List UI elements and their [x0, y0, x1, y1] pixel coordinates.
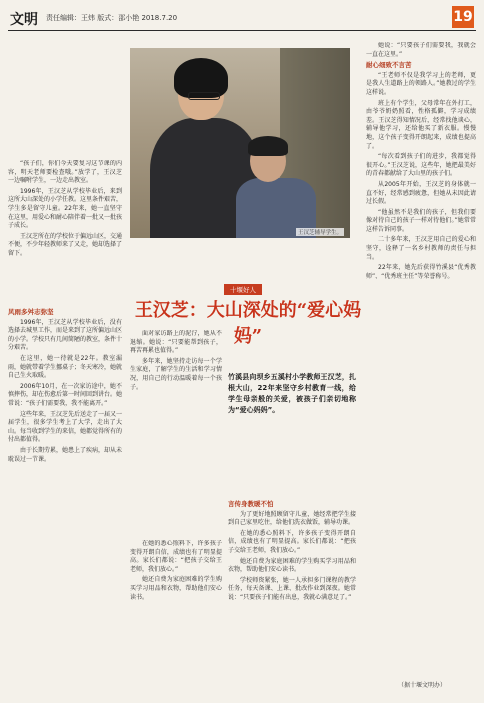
subheading: 风雨多舛志弥坚: [8, 308, 54, 316]
paragraph: 在这里，她一待就是22年。教室漏雨，她就带着学生挪桌子；冬天寒冷，她就自己生火取暖。: [8, 354, 122, 380]
summary-box: 竹溪县向坝乡五溪村小学教师王汉芝，扎根大山，22年来坚守乡村教育一线，给学生母亲般的关爱，被孩子们亲切地称为“爱心妈妈”。: [228, 373, 356, 414]
paragraph: “每次看到孩子们的进步，我都觉得很开心。”王汉芝说，这些年，她把最美好的青春都献给了大山里的孩子们。: [366, 153, 476, 178]
glasses-icon: [188, 92, 220, 100]
paragraph: 王汉芝所在的学校位于偏远山区，交通不便，不少年轻教师来了又走，她却选择了留下。: [8, 232, 122, 257]
masthead-meta: 责任编辑：王炜 版式：邵小艳 2018.7.20: [46, 14, 178, 22]
paragraph: 22年来，她先后获得竹溪县“优秀教师”、“优秀班主任”等荣誉称号。: [366, 264, 476, 280]
paragraph: 由于长期劳累，她患上了疾病，却从未耽误过一节课。: [8, 446, 122, 463]
paragraph: “他虽然不是我们的孩子，但我们要像对待自己的孩子一样对待他们。”她常常这样告诉同事。: [366, 208, 476, 233]
paragraph: 二十多年来，王汉芝用自己的爱心和坚守，诠释了一名乡村教师的责任与担当。: [366, 236, 476, 261]
paragraph: 1996年，王汉芝从学校毕业后，来到这所大山深处的小学任教。这里条件艰苦，学生多是留守儿童。22年来，她一直坚守在这里，用爱心和耐心陪伴着一批又一批孩子成长。: [8, 187, 122, 230]
photo-caption: 王汉芝辅导学生。: [298, 230, 343, 236]
paragraph: 2006年10月，在一次家访途中，她不慎摔伤，却在伤愈后第一时间回到讲台。她常说：“孩子们需要我，我不能离开。”: [8, 382, 122, 407]
column-tag: 十堰好人: [224, 284, 262, 295]
paragraph: 这些年来，王汉芝先后送走了一届又一届学生，很多学生考上了大学，走出了大山。每当收到学生的来信，她都觉得所有的付出都值得。: [8, 410, 122, 444]
headline: 王汉芝：大山深处的“爱心妈妈”: [134, 300, 362, 347]
paragraph: 多年来，她坚持走访每一个学生家庭，了解学生的生活和学习情况，用自己的行动温暖着每一个孩子。: [130, 357, 222, 391]
paragraph: “王老师不仅是我学习上的老师，更是我人生道路上的领路人。”她教过的学生这样说。: [366, 71, 476, 96]
paragraph: 班上有个学生，父母常年在外打工，由爷爷奶奶照看，性格孤僻，学习成绩差。王汉芝得知情况后，经常找他谈心，辅导他学习，还给他买了新衣服。慢慢地，这个孩子变得开朗起来，成绩也提高了。: [366, 99, 476, 150]
paragraph: 学校师资紧张，她一人承担多门课程的教学任务，每天备课、上课、批改作业到深夜。她常说：“只要孩子们能有出息，我就心满意足了。”: [228, 576, 356, 601]
paragraph: 从2005年开始，王汉芝的身体就一直不好，经常感到疲惫，但她从未因此请过长假。: [366, 180, 476, 206]
source-note: （据十堰文明办）: [398, 682, 447, 689]
paragraph: “孩子们，你们今天要复习这节课的内容，明天老师要检查哦。”放学了，王汉芝一边嘱咐学生，一边走出教室。: [8, 160, 122, 185]
student-hair: [248, 136, 288, 156]
column-2-left: [130, 540, 222, 693]
paragraph: 面对家访路上的泥泞，她从不退缩。她说：“只要能帮到孩子，再苦再累也值得。”: [130, 330, 222, 355]
paragraph: 她还自费为家庭困难的学生购买学习用品和衣物，帮助他们安心读书。: [228, 557, 356, 574]
column-3: [366, 42, 476, 672]
column-2-bottom: [228, 500, 356, 695]
paragraph: 在她的悉心照料下，许多孩子变得开朗自信，成绩也有了明显提高。家长们都说：“把孩子交给王老师，我们放心。”: [228, 529, 356, 554]
column-1-top: [8, 160, 122, 300]
teacher-photo: [130, 48, 350, 238]
paragraph: 为了更好地照顾留守儿童，她经常把学生接到自己家里吃住，给他们洗衣做饭，辅导功课。: [228, 510, 356, 527]
top-rule: [8, 30, 476, 31]
paragraph: 她还自费为家庭困难的学生购买学习用品和衣物，帮助他们安心读书。: [130, 576, 222, 601]
paragraph: 她说：“只要孩子们需要我，我就会一直在这里。”: [366, 42, 476, 58]
masthead: [0, 0, 484, 30]
paragraph: 在她的悉心照料下，许多孩子变得开朗自信，成绩也有了明显提高。家长们都说：“把孩子交给王老师，我们放心。”: [130, 540, 222, 573]
paragraph: 1996年，王汉芝从学校毕业后，没有选择去城里工作，而是来到了这所偏远山区的小学。学校只有几间简陋的教室，条件十分艰苦。: [8, 318, 122, 352]
column-1-bottom: [8, 308, 122, 693]
page-number: 19: [452, 6, 474, 28]
subheading: 言传身教暖不怕: [228, 500, 274, 508]
column-2-top: [130, 330, 222, 530]
section-title: 文明: [10, 12, 38, 28]
subheading: 耐心细致不言苦: [366, 61, 412, 70]
